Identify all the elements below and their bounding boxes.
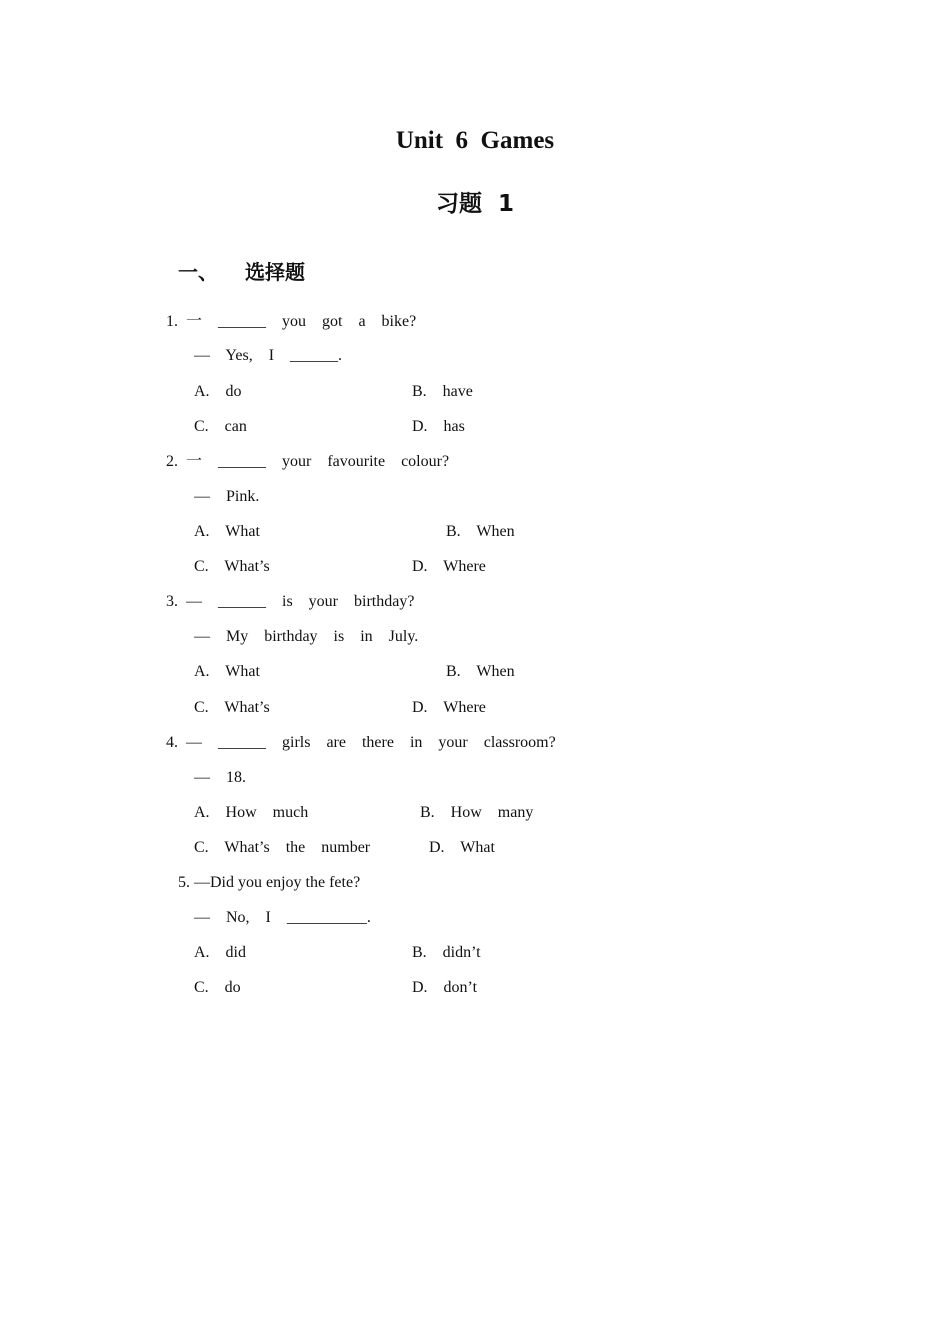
question-3-option-a: A. What — [194, 663, 260, 680]
question-1-option-a: A. do — [194, 383, 242, 400]
question-1-answer: — Yes, I ______. — [194, 347, 343, 364]
question-2-option-c: C. What’s — [194, 558, 270, 575]
question-1-option-b: B. have — [412, 383, 473, 400]
question-5-stem: 5. —Did you enjoy the fete? — [178, 874, 361, 891]
question-1-stem: 1. 一 ______ you got a bike? — [166, 313, 417, 330]
question-3-option-b: B. When — [446, 663, 515, 680]
question-2-option-a: A. What — [194, 523, 260, 540]
question-4-answer: — 18. — [194, 769, 246, 786]
question-4-option-c: C. What’s the number — [194, 839, 371, 856]
page-subtitle: 习题 1 — [435, 191, 515, 217]
question-4-option-d: D. What — [429, 839, 495, 856]
question-1-option-c: C. can — [194, 418, 247, 435]
question-3-option-d: D. Where — [412, 699, 486, 716]
question-1-option-d: D. has — [412, 418, 465, 435]
question-3-answer: — My birthday is in July. — [194, 628, 419, 645]
section-title: 选择题 — [245, 260, 305, 284]
question-5-option-c: C. do — [194, 979, 241, 996]
question-4-option-b: B. How many — [420, 804, 534, 821]
question-3-option-c: C. What’s — [194, 699, 270, 716]
question-4-option-a: A. How much — [194, 804, 309, 821]
question-2-option-b: B. When — [446, 523, 515, 540]
question-3-stem: 3. — ______ is your birthday? — [166, 593, 415, 610]
question-5-option-b: B. didn’t — [412, 944, 481, 961]
question-2-stem: 2. 一 ______ your favourite colour? — [166, 453, 450, 470]
question-5-answer: — No, I __________. — [194, 909, 371, 926]
section-number: 一、 — [178, 260, 218, 284]
question-2-option-d: D. Where — [412, 558, 486, 575]
question-5-option-d: D. don’t — [412, 979, 478, 996]
page-title: Unit 6 Games — [395, 127, 555, 154]
question-4-stem: 4. — ______ girls are there in your classroom? — [166, 734, 556, 751]
question-2-answer: — Pink. — [194, 488, 260, 505]
question-5-option-a: A. did — [194, 944, 246, 961]
